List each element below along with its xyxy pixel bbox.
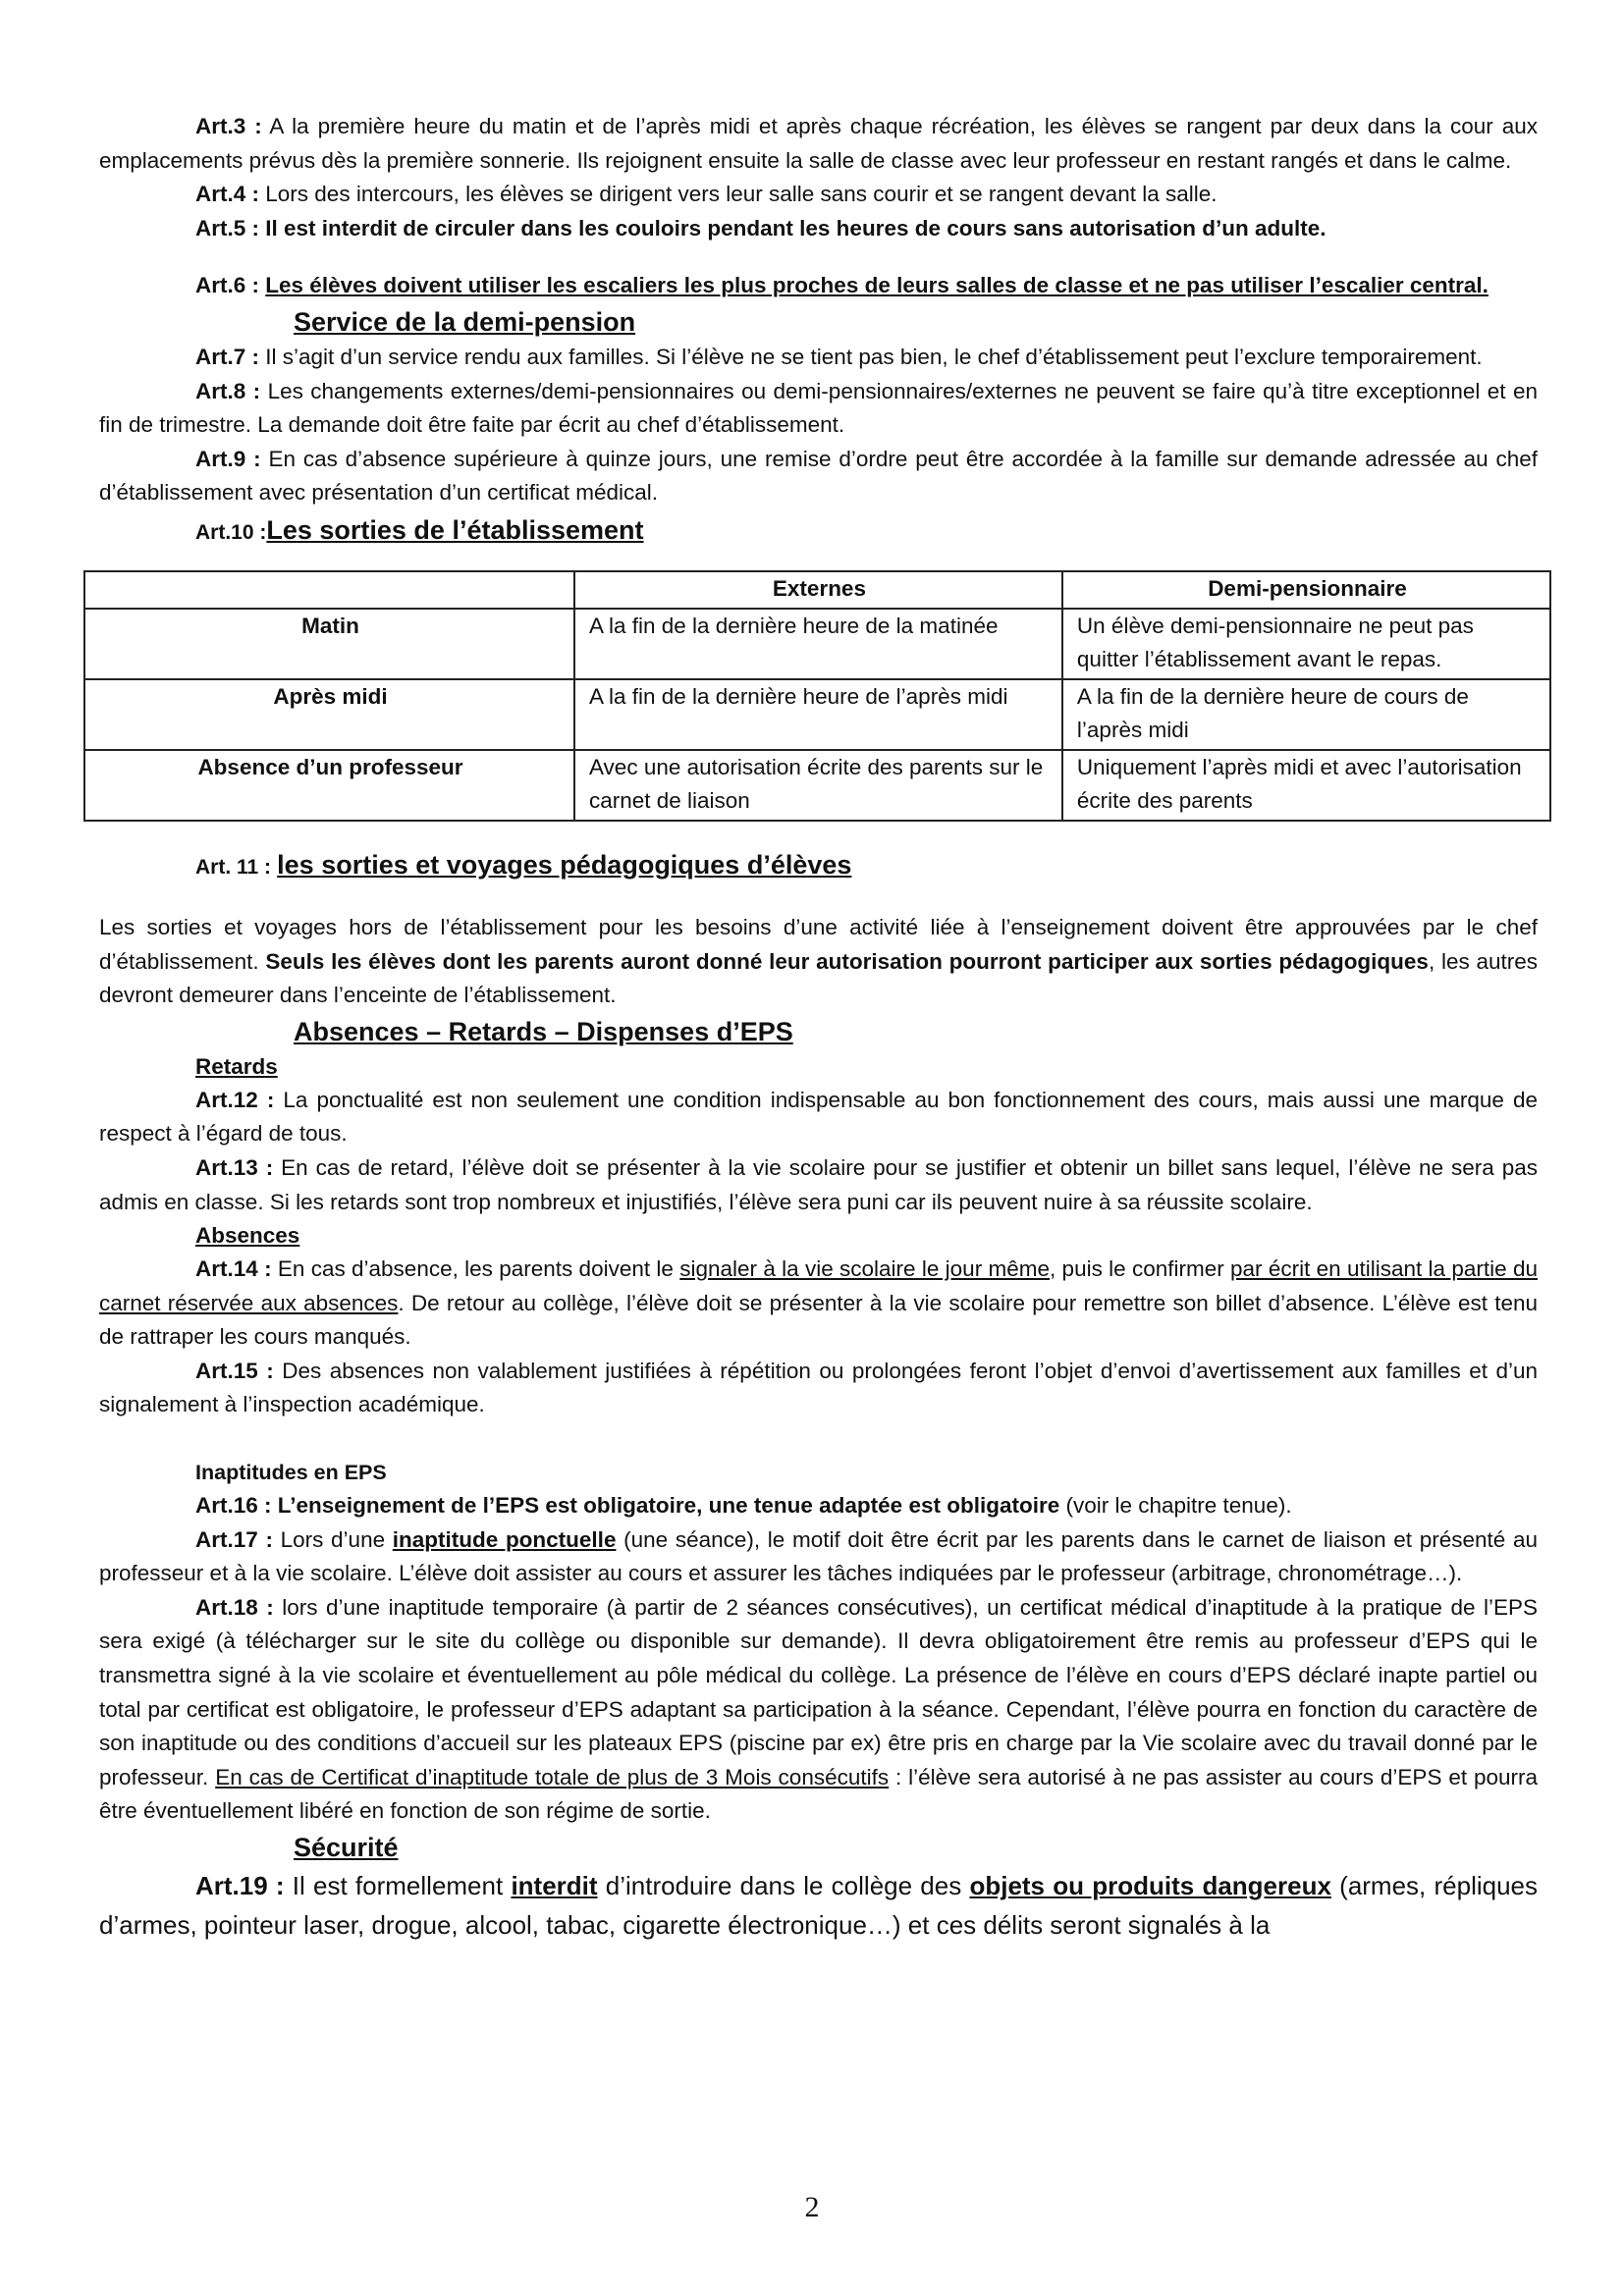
document-page bbox=[99, 110, 1538, 1945]
art4-paragraph: Art.4 : Lors des intercours, les élèves se dirigent vers leur salle sans courir et se rangent devant la salle. bbox=[195, 182, 1218, 207]
row-label: Absence d’un professeur bbox=[84, 750, 574, 821]
art17-paragraph: Art.17 : Lors d’une inaptitude ponctuelle (une séance), le motif doit être écrit par les parents dans le carnet de liaison et présenté au professeur et à la vie scolaire. L’élève doit assister au cours et assurer les tâches indiquées par le professeur (arbitrage, chronométrage…). bbox=[99, 1526, 1538, 1586]
subheading-inaptitudes: Inaptitudes en EPS bbox=[195, 1461, 387, 1485]
art12-paragraph: Art.12 : La ponctualité est non seulement une condition indispensable au bon fonctionnement des cours, mais aussi une marque de respect à l’égard de tous. bbox=[99, 1087, 1538, 1147]
section-title-absences: Absences – Retards – Dispenses d’EPS bbox=[294, 1016, 793, 1046]
cell-demi: Uniquement l’après midi et avec l’autorisation écrite des parents bbox=[1062, 750, 1550, 821]
section-title-demi-pension: Service de la demi-pension bbox=[294, 306, 636, 337]
art3-paragraph: Art.3 : A la première heure du matin et de l’après midi et après chaque récréation, les élèves se rangent par deux dans la cour aux emplacements prévus dès la première sonnerie. Ils rejoignent ensuite la salle de classe avec leur professeur en restant rangés et dans le calme. bbox=[99, 114, 1539, 173]
art15-paragraph: Art.15 : Des absences non valablement justifiées à répétition ou prolongées feront l’objet d’envoi d’avertissement aux familles et d’un signalement à l’inspection académique. bbox=[99, 1358, 1538, 1417]
cell-externes: A la fin de la dernière heure de la matinée bbox=[574, 609, 1062, 679]
art16-paragraph: Art.16 : L’enseignement de l’EPS est obligatoire, une tenue adaptée est obligatoire (voir le chapitre tenue). bbox=[195, 1493, 1292, 1519]
table-row bbox=[84, 609, 1550, 679]
sorties-table bbox=[83, 570, 1551, 822]
subheading-retards: Retards bbox=[195, 1053, 278, 1079]
table-header-cell: Externes bbox=[574, 571, 1062, 609]
art9-paragraph: Art.9 : En cas d’absence supérieure à quinze jours, une remise d’ordre peut être accordée à la famille sur demande adressée au chef d’établissement avec présentation d’un certificat médical. bbox=[99, 446, 1538, 506]
row-label: Matin bbox=[84, 609, 574, 679]
art11-heading: Art. 11 : les sorties et voyages pédagogiques d’élèves bbox=[195, 849, 852, 880]
table-header-cell bbox=[84, 571, 574, 609]
art7-paragraph: Art.7 : Il s’agit d’un service rendu aux familles. Si l’élève ne se tient pas bien, le chef d’établissement peut l’exclure temporairement. bbox=[195, 344, 1483, 369]
subheading-absences: Absences bbox=[195, 1223, 300, 1249]
row-label: Après midi bbox=[84, 679, 574, 750]
art8-paragraph: Art.8 : Les changements externes/demi-pensionnaires ou demi-pensionnaires/externes ne peuvent se faire qu’à titre exceptionnel et en fin de trimestre. La demande doit être faite par écrit au chef d’établissement. bbox=[99, 378, 1538, 438]
table-header-row bbox=[84, 571, 1550, 609]
page-number: 2 bbox=[804, 2191, 820, 2223]
table-row bbox=[84, 750, 1550, 821]
art18-paragraph: Art.18 : lors d’une inaptitude temporaire (à partir de 2 séances consécutives), un certificat médical d’inaptitude à la pratique de l’EPS sera exigé (à télécharger sur le site du collège ou disponible sur demande). Il devra obligatoirement être remis au professeur d’EPS qui le transmettra signé à la vie scolaire et éventuellement au pôle médical du collège. La présence de l’élève en cours d’EPS déclaré inapte partiel ou total par certificat est obligatoire, le professeur d’EPS adaptant sa participation à la séance. Cependant, l’élève pourra en fonction du caractère de son inaptitude ou des conditions d’accueil sur les plateaux EPS (piscine par ex) être pris en charge par la Vie scolaire avec du travail donné par le professeur. En cas de Certificat d’inaptitude totale de plus de 3 Mois consécutifs : l’élève sera autorisé à ne pas assister au cours d’EPS et pourra être éventuellement libéré en fonction de son régime de sortie. bbox=[99, 1594, 1538, 1824]
cell-externes: Avec une autorisation écrite des parents sur le carnet de liaison bbox=[574, 750, 1062, 821]
art13-paragraph: Art.13 : En cas de retard, l’élève doit se présenter à la vie scolaire pour se justifier et obtenir un billet sans lequel, l’élève ne sera pas admis en classe. Si les retards sont trop nombreux et injustifiés, l’élève sera puni car ils peuvent nuire à sa réussite scolaire. bbox=[99, 1154, 1539, 1214]
art10-heading: Art.10 :Les sorties de l’établissement bbox=[195, 514, 644, 545]
section-title-securite: Sécurité bbox=[294, 1833, 399, 1862]
sorties-paragraph: Les sorties et voyages hors de l’établissement pour les besoins d’une activité liée à l’enseignement doivent être approuvées par le chef d’établissement. Seuls les élèves dont les parents auront donné leur autorisation pourront participer aux sorties pédagogiques, les autres devront demeurer dans l’enceinte de l’établissement. bbox=[99, 914, 1538, 1008]
art14-paragraph: Art.14 : En cas d’absence, les parents doivent le signaler à la vie scolaire le jour même, puis le confirmer par écrit en utilisant la partie du carnet réservée aux absences. De retour au collège, l’élève doit se présenter à la vie scolaire pour remettre son billet d’absence. L’élève est tenu de rattraper les cours manqués. bbox=[99, 1256, 1538, 1350]
cell-externes: A la fin de la dernière heure de l’après midi bbox=[574, 679, 1062, 750]
cell-demi: Un élève demi-pensionnaire ne peut pas quitter l’établissement avant le repas. bbox=[1062, 609, 1550, 679]
art5-paragraph: Art.5 : Il est interdit de circuler dans les couloirs pendant les heures de cours sans autorisation d’un adulte. bbox=[195, 215, 1326, 240]
art6-paragraph: Art.6 : Les élèves doivent utiliser les escaliers les plus proches de leurs salles de classe et ne pas utiliser l’escalier central. bbox=[195, 273, 1489, 298]
table-row bbox=[84, 679, 1550, 750]
table-header-cell: Demi-pensionnaire bbox=[1062, 571, 1550, 609]
art19-paragraph: Art.19 : Il est formellement interdit d’introduire dans le collège des objets ou produits dangereux (armes, répliques d’armes, pointeur laser, drogue, alcool, tabac, cigarette électronique…) et ces délits seront signalés à la bbox=[99, 1871, 1539, 1940]
cell-demi: A la fin de la dernière heure de cours de l’après midi bbox=[1062, 679, 1550, 750]
